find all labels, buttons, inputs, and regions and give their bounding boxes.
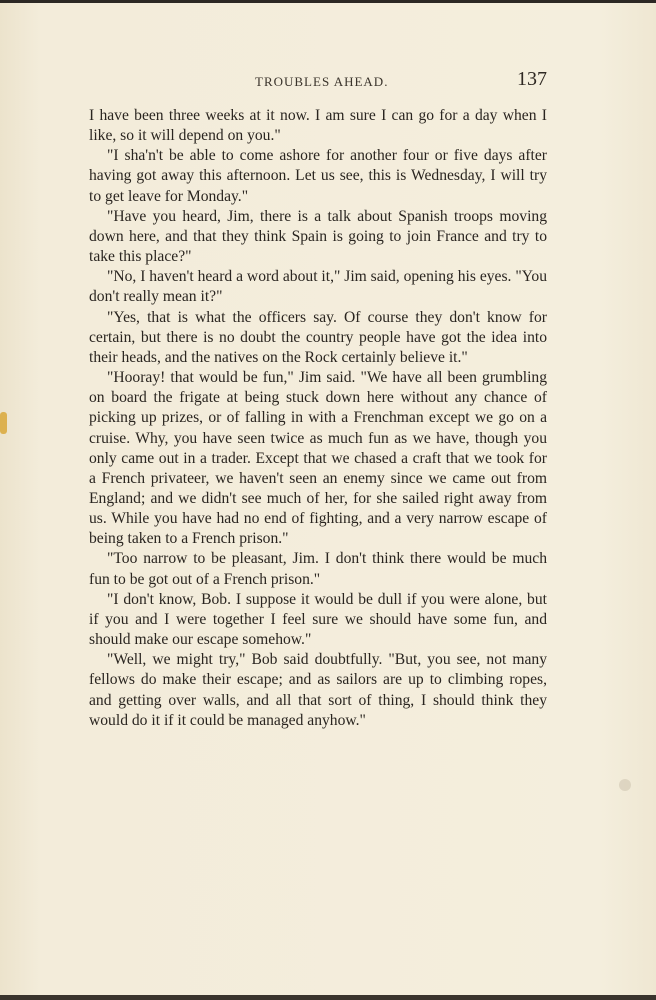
- paragraph: "Too narrow to be pleasant, Jim. I don't think there would be much fun to be got out of a French prison.": [89, 550, 547, 588]
- paragraph: "I don't know, Bob. I suppose it would be dull if you were alone, but if you and I were together I feel sure we should have some fun, and should make our escape somehow.": [89, 590, 547, 649]
- paragraph: "Have you heard, Jim, there is a talk about Spanish troops moving down here, and that they think Spain is going to join France and try to take this place?": [89, 207, 547, 266]
- page-header: [90, 68, 547, 92]
- paragraph: "Yes, that is what the officers say. Of course they don't know for certain, but there is no doubt the country people have got the idea into their heads, and the natives on the Rock certainly believe it.": [89, 308, 547, 366]
- bottom-edge-rule: [0, 995, 656, 1000]
- running-head: TROUBLES AHEAD.: [255, 74, 389, 89]
- paragraph: "I sha'n't be able to come ashore for another four or five days after having got away this afternoon. Let us see, this is Wednesday, I will try to get leave for Monday.": [89, 147, 547, 205]
- page-number: 137: [517, 68, 547, 90]
- paragraph: I have been three weeks at it now. I am sure I can go for a day when I like, so it will depend on you.": [89, 107, 547, 145]
- paper-spot: [619, 779, 631, 791]
- top-edge-rule: [0, 0, 656, 3]
- paragraph: "No, I haven't heard a word about it," Jim said, opening his eyes. "You don't really mean it?": [89, 268, 547, 306]
- margin-smudge: [0, 412, 7, 434]
- paragraph: "Hooray! that would be fun," Jim said. "We have all been grumbling on board the frigate at being stuck down here without any chance of picking up prizes, or of falling in with a Frenchman except we go on a cruise. Why, you have seen twice as much fun as we have, though you only came out in a trader. Except that we chased a craft that we took for a French privateer, we haven't seen an enemy since we came out from England; and we didn't see much of her, for she sailed right away from us. While you have had no end of fighting, and a very narrow escape of being taken to a French prison.": [89, 369, 547, 548]
- body-text: [89, 106, 547, 731]
- paragraph: "Well, we might try," Bob said doubtfully. "But, you see, not many fellows do make their escape; and as sailors are up to climbing ropes, and getting over walls, and all that sort of thing, I should think they would do it if it could be managed anyhow.": [89, 651, 547, 729]
